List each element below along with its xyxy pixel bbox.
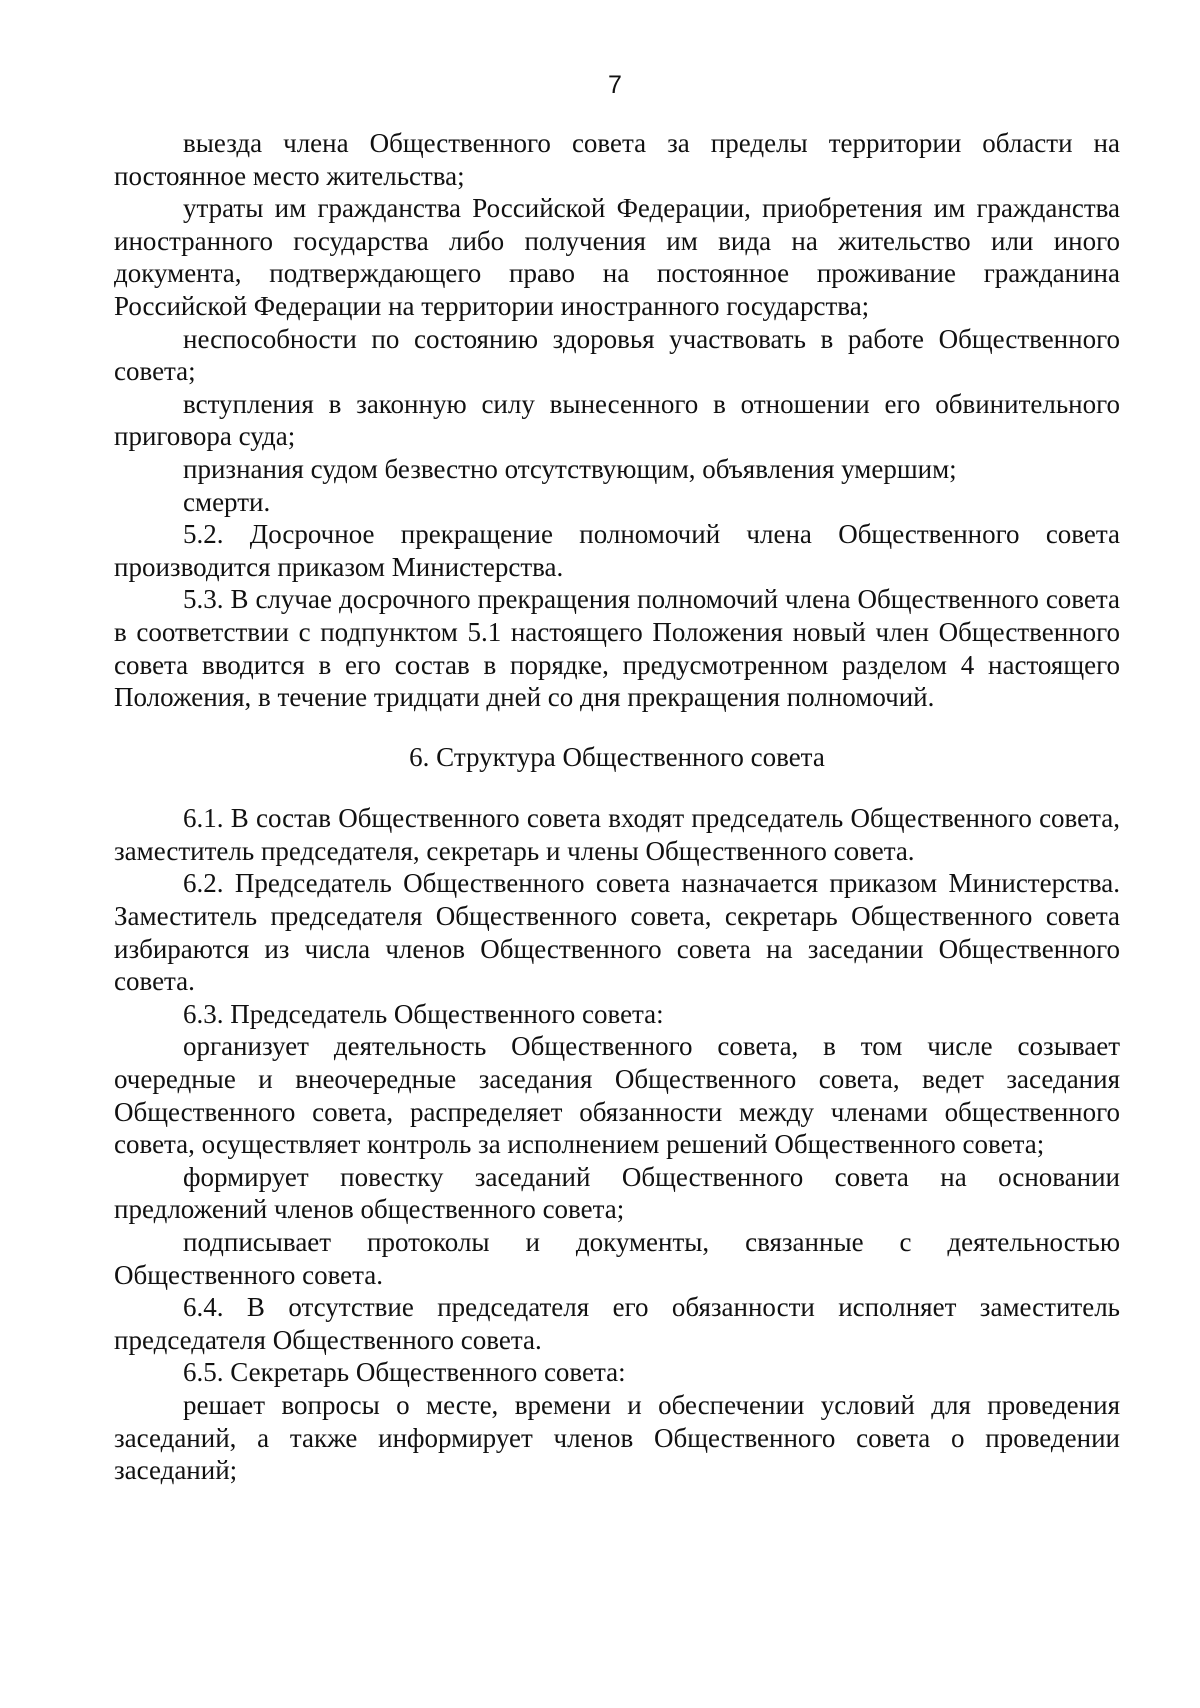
paragraph: утраты им гражданства Российской Федерации, приобретения им гражданства иностранного государства либо получения им вида на жительство или иного документа, подтверждающего право на постоянное проживание гражданина Российской Федерации на территории иностранного государства;	[114, 193, 1120, 321]
paragraph: смерти.	[183, 486, 271, 517]
paragraph: решает вопросы о месте, времени и обеспечении условий для проведения заседаний, а также информирует членов Общественного совета о проведении заседаний;	[114, 1389, 1120, 1486]
paragraph: 5.2. Досрочное прекращение полномочий члена Общественного совета производится приказом Министерства.	[114, 519, 1120, 582]
paragraph: 6.5. Секретарь Общественного совета:	[183, 1357, 626, 1388]
paragraph: 6.3. Председатель Общественного совета:	[183, 998, 664, 1029]
page-number: 7	[608, 71, 622, 99]
paragraph: признания судом безвестно отсутствующим, объявления умершим;	[183, 453, 957, 484]
paragraph: 5.3. В случае досрочного прекращения полномочий члена Общественного совета в соответствии с подпунктом 5.1 настоящего Положения новый член Общественного совета вводится в его состав в порядке, предусмотренном разделом 4 настоящего Положения, в течение тридцати дней со дня прекращения полномочий.	[114, 584, 1120, 713]
section-heading: 6. Структура Общественного совета	[409, 741, 825, 772]
paragraph: формирует повестку заседаний Общественного совета на основании предложений членов общественного совета;	[114, 1161, 1120, 1225]
paragraph: организует деятельность Общественного совета, в том числе созывает очередные и внеочередные заседания Общественного совета, ведет заседания Общественного совета, распределяет обязанности между членами общественного совета, осуществляет контроль за исполнением решений Общественного совета;	[114, 1031, 1120, 1160]
paragraph: вступления в законную силу вынесенного в отношении его обвинительного приговора суда;	[114, 388, 1120, 452]
paragraph: 6.4. В отсутствие председателя его обязанности исполняет заместитель председателя Общественного совета.	[114, 1292, 1120, 1355]
paragraph: 6.1. В состав Общественного совета входят председатель Общественного совета, заместитель председателя, секретарь и члены Общественного совета.	[114, 803, 1120, 866]
document-body	[114, 127, 1120, 1487]
paragraph: выезда члена Общественного совета за пределы территории области на постоянное место жительства;	[114, 128, 1120, 191]
paragraph: подписывает протоколы и документы, связанные с деятельностью Общественного совета.	[114, 1227, 1120, 1290]
paragraph: 6.2. Председатель Общественного совета назначается приказом Министерства. Заместитель председателя Общественного совета, секретарь Общественного совета избираются из числа членов Общественного совета на заседании Общественного совета.	[114, 868, 1120, 997]
paragraph: неспособности по состоянию здоровья участвовать в работе Общественного совета;	[114, 323, 1120, 387]
